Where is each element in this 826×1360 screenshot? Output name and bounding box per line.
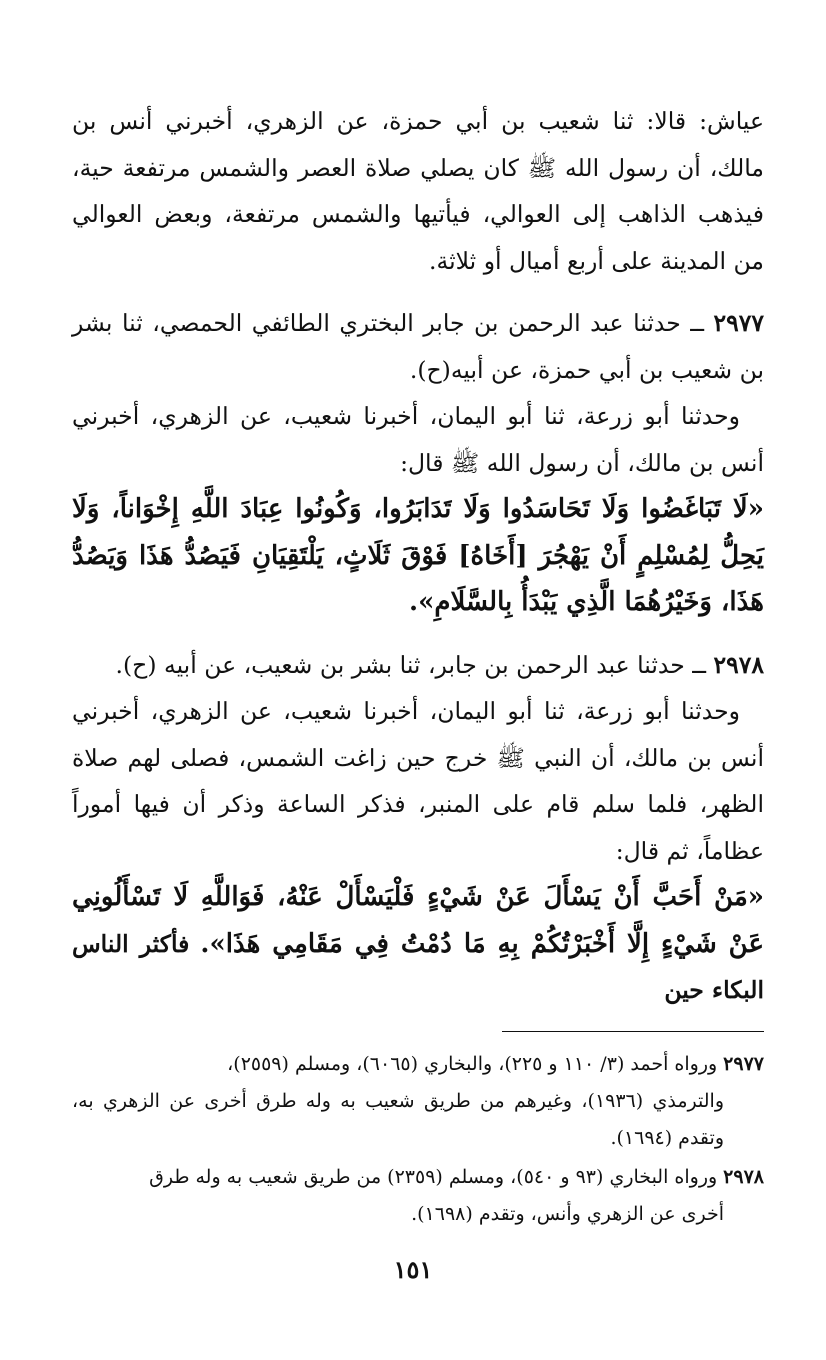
hadith-isnad-text: ــ حدثنا عبد الرحمن بن جابر، ثنا بشر بن شعيب، عن أبيه (ح).	[115, 650, 714, 679]
hadith-2977-chain: وحدثنا أبو زرعة، ثنا أبو اليمان، أخبرنا شعيب، عن الزهري، أخبرني أنس بن مالك، أن رسول الله ﷺ قال:	[72, 402, 764, 477]
footnote-number: ٢٩٧٨	[723, 1166, 764, 1188]
footnote-2978	[72, 1159, 764, 1233]
hadith-2977-isnad	[72, 300, 764, 393]
footnote-continuation: أخرى عن الزهري وأنس، وتقدم (١٦٩٨).	[411, 1203, 724, 1225]
footnote-number: ٢٩٧٧	[723, 1053, 764, 1075]
continuation-paragraph: عياش: قالا: ثنا شعيب بن أبي حمزة، عن الزهري، أخبرني أنس بن مالك، أن رسول الله ﷺ كان يصلي صلاة العصر والشمس مرتفعة حية، فيذهب الذاهب إلى العوالي، فيأتيها والشمس مرتفعة، وبعض العوالي من المدينة على أربع أميال أو ثلاثة.	[72, 107, 764, 275]
footnote-line: ورواه البخاري (٩٣ و ٥٤٠)، ومسلم (٢٣٥٩) من طريق شعيب به وله طرق	[149, 1166, 718, 1188]
footnote-2977	[72, 1046, 764, 1157]
hadith-continuation: فأكثر الناس البكاء حين	[72, 929, 764, 1004]
hadith-number: ٢٩٧٨	[713, 650, 764, 679]
footnote-continuation: والترمذي (١٩٣٦)، وغيرهم من طريق شعيب به وله طرق أخرى عن الزهري به، وتقدم (١٦٩٤).	[72, 1090, 725, 1149]
hadith-quote: «مَنْ أَحَبَّ أَنْ يَسْأَلَ عَنْ شَيْءٍ فَلْيَسْأَلْ عَنْهُ، فَوَاللَّهِ لَا تَسْأَلُونِي عَنْ شَيْءٍ إِلَّا أَخْبَرْتُكُمْ بِهِ مَا دُمْتُ فِي مَقَامِي هَذَا».	[72, 882, 764, 959]
hadith-number: ٢٩٧٧	[713, 309, 764, 337]
main-text	[72, 98, 764, 1014]
hadith-2978-chain: وحدثنا أبو زرعة، ثنا أبو اليمان، أخبرنا شعيب، عن الزهري، أخبرني أنس بن مالك، أن النبي ﷺ خرج حين زاغت الشمس، فصلى لهم صلاة الظهر، فلما سلم قام على المنبر، فذكر الساعة وذكر أن فيها أموراً عظاماً، ثم قال:	[72, 697, 764, 865]
footnote-divider	[502, 1031, 764, 1032]
footnote-line: ورواه أحمد (٣/ ١١٠ و ٢٢٥)، والبخاري (٦٠٦٥)، ومسلم (٢٥٥٩)،	[227, 1053, 718, 1075]
hadith-isnad-text: ــ حدثنا عبد الرحمن بن جابر البختري الطائفي الحمصي، ثنا بشر بن شعيب بن أبي حمزة، عن أبيه(ح).	[72, 309, 764, 384]
hadith-2977-matn: «لَا تَبَاغَضُوا وَلَا تَحَاسَدُوا وَلَا تَدَابَرُوا، وَكُونُوا عِبَادَ اللَّهِ إِخْوَاناً، وَلَا يَحِلُّ لِمُسْلِمٍ أَنْ يَهْجُرَ [أَخَاهُ] فَوْقَ ثَلَاثٍ، يَلْتَقِيَانِ فَيَصُدُّ هَذَا وَيَصُدُّ هَذَا، وَخَيْرُهُمَا الَّذِي يَبْدَأُ بِالسَّلَامِ».	[72, 494, 764, 617]
page-number: ١٥١	[393, 1255, 433, 1284]
footnotes	[72, 1046, 764, 1235]
hadith-2978-matn	[72, 874, 764, 1014]
hadith-2978-isnad	[72, 642, 764, 689]
